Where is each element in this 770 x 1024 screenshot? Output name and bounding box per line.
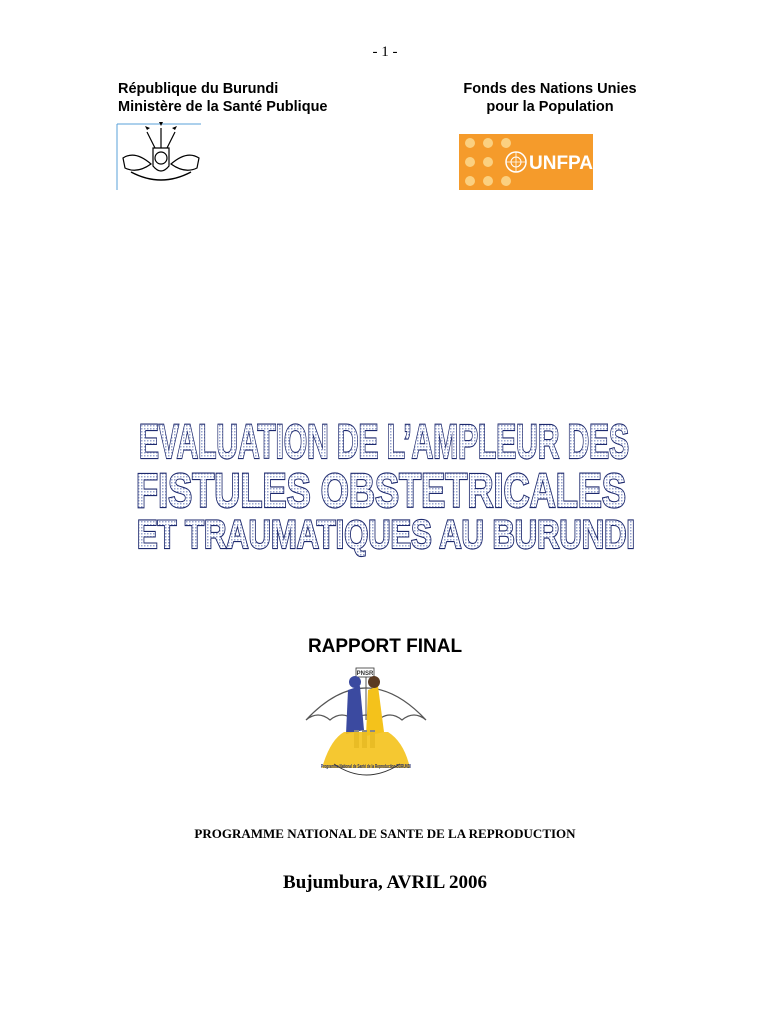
program-logo-ring-text: Programme National de Santé de la Reproduction BURUNDI (321, 764, 412, 770)
place-date: Bujumbura, AVRIL 2006 (283, 872, 487, 893)
ministry-name: Ministère de la Santé Publique (118, 99, 328, 115)
program-logo-badge: PNSR (356, 671, 374, 677)
program-logo (300, 660, 432, 788)
unfpa-name-line2: pour la Population (486, 99, 614, 115)
title-line-3: ET TRAUMATIQUES AU BURUNDI (137, 513, 635, 557)
main-title (0, 410, 770, 570)
unfpa-logo (459, 134, 593, 190)
unfpa-logo-text: UNFPA (529, 153, 594, 174)
report-label: RAPPORT FINAL (307, 636, 463, 657)
coat-of-arms-logo (117, 122, 205, 190)
unfpa-name-line1: Fonds des Nations Unies (463, 81, 637, 97)
title-line-1: EVALUATION DE L’AMPLEUR DES (139, 416, 629, 469)
unfpa-header (430, 80, 670, 116)
title-line-2: FISTULES OBSTETRICALES (136, 465, 626, 518)
page-number: - 1 - (372, 44, 398, 60)
country-name: République du Burundi (118, 81, 279, 97)
ministry-header (118, 80, 328, 116)
program-name: PROGRAMME NATIONAL DE SANTE DE LA REPRODUCTION (194, 826, 576, 841)
